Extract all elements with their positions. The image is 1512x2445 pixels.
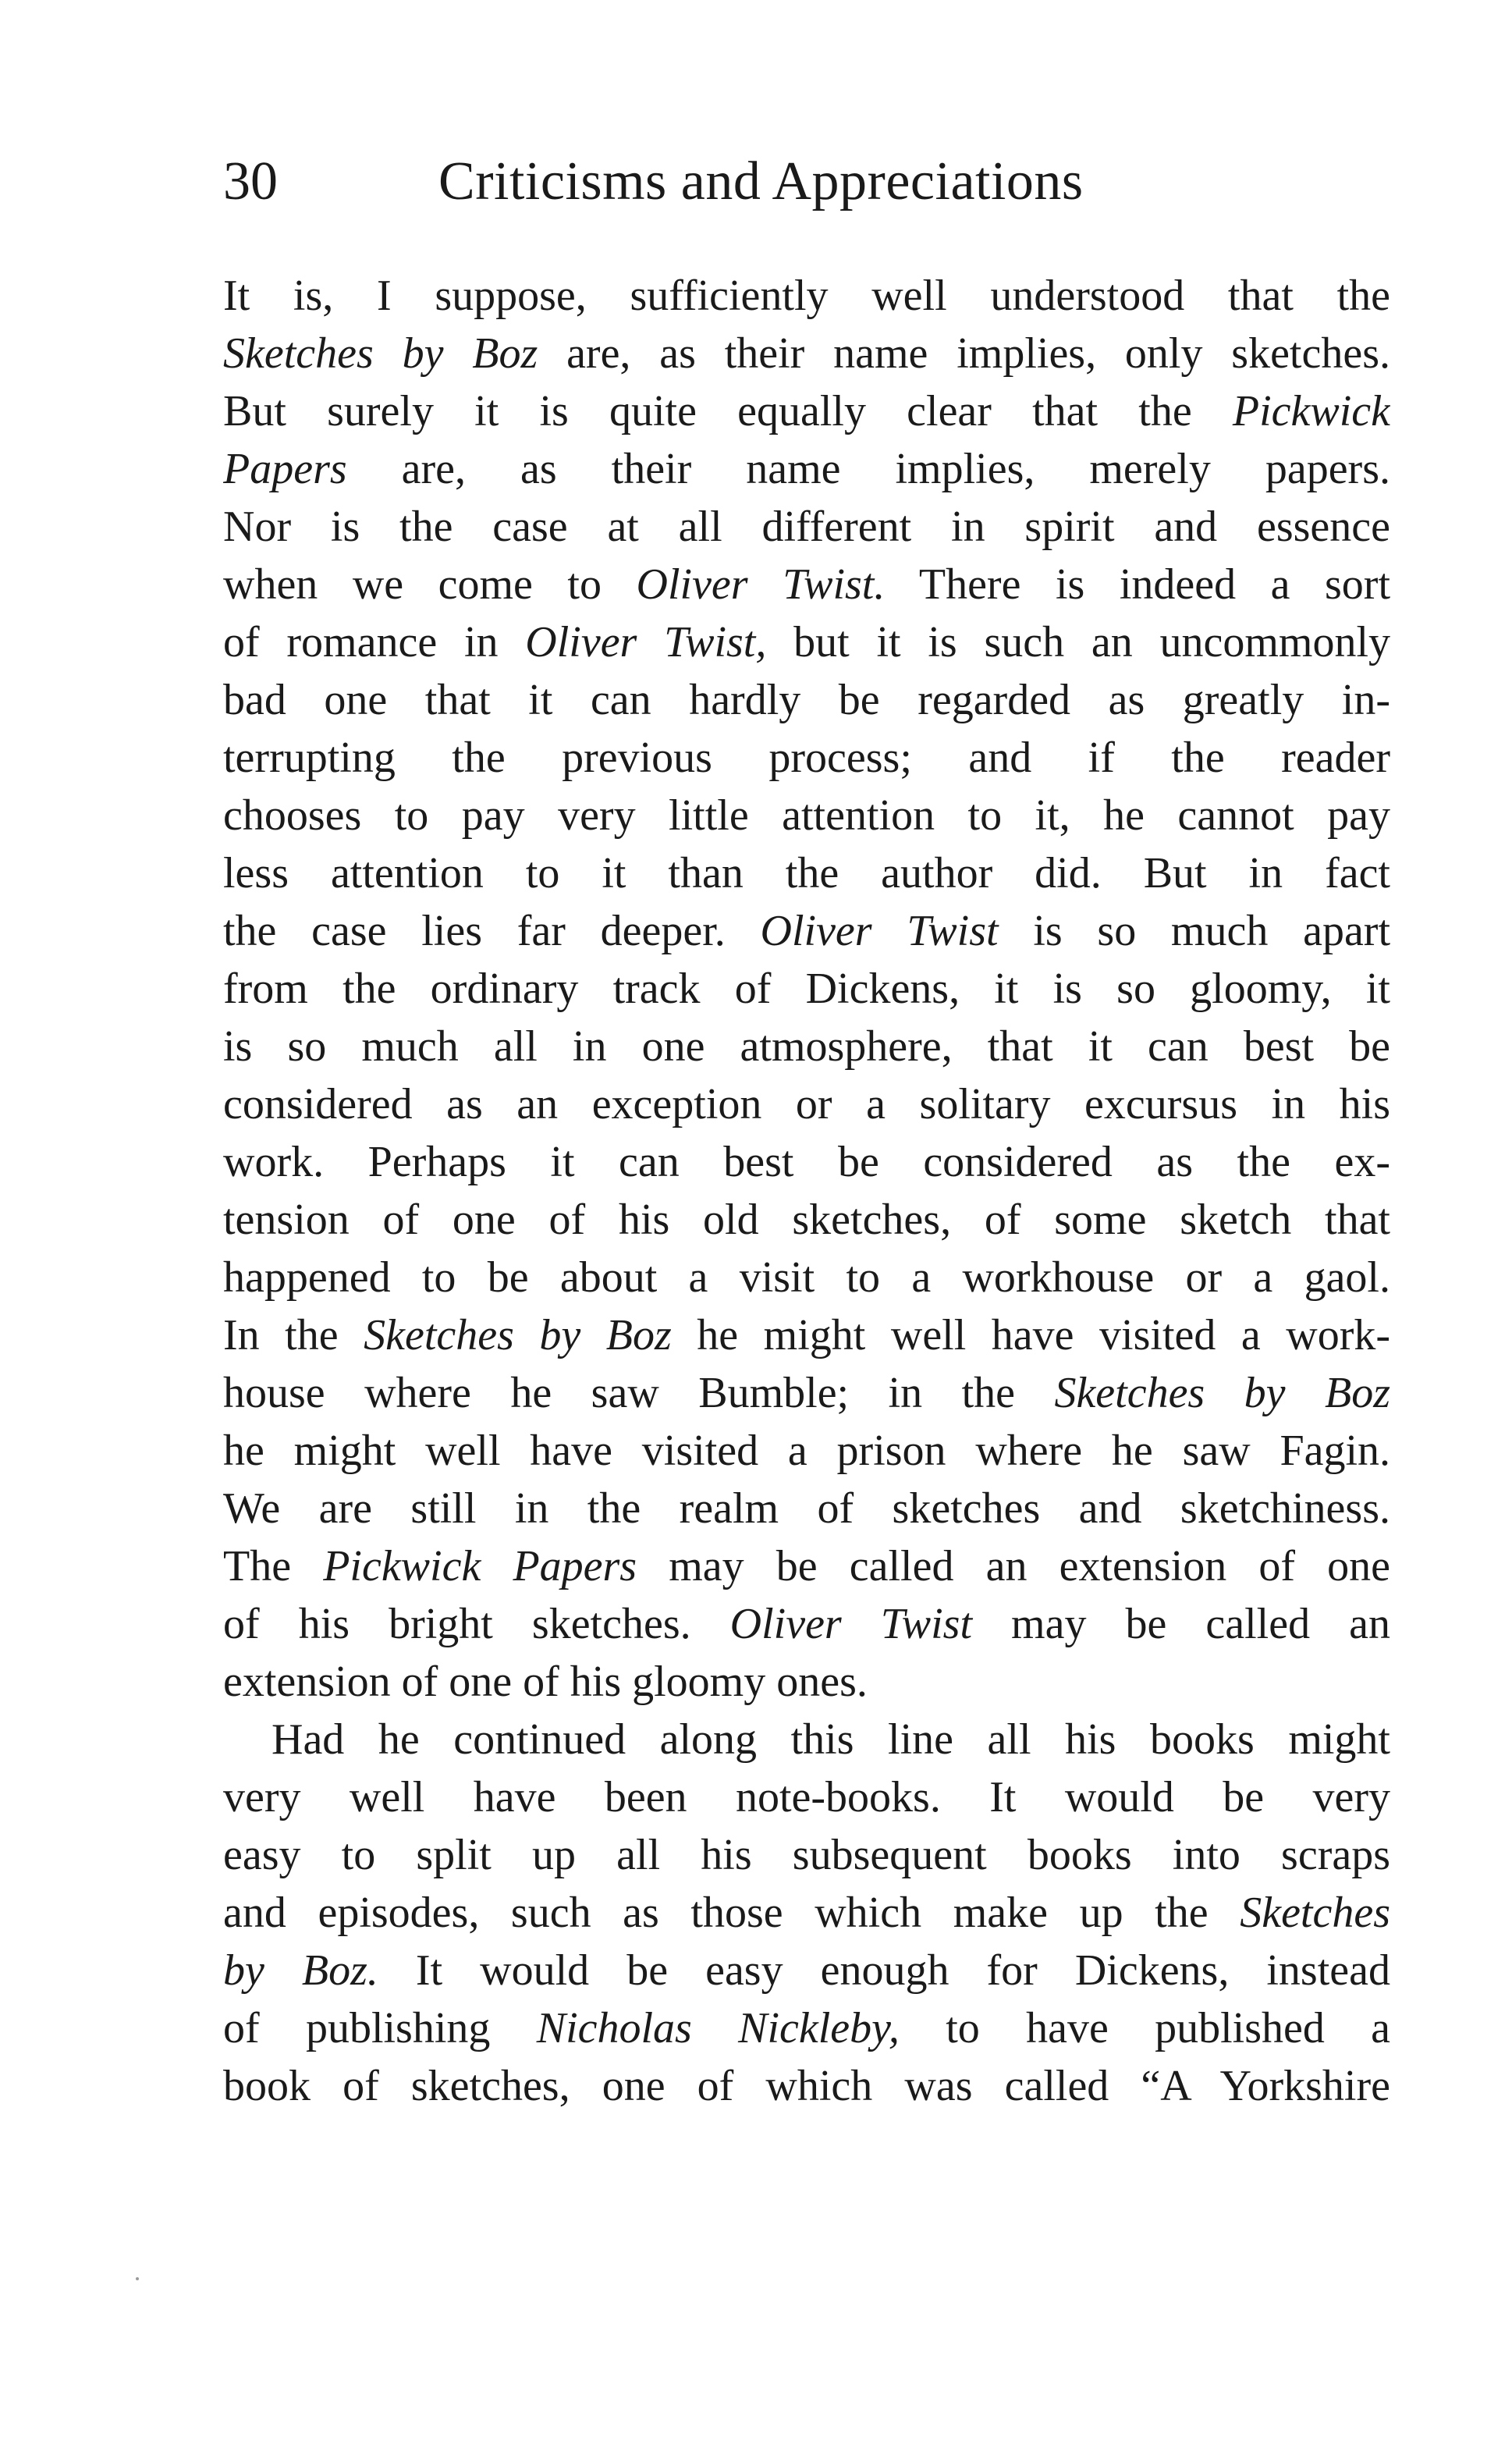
text-line <box>223 1826 1390 1884</box>
text-line <box>223 1306 1390 1364</box>
text-run: of his bright sketches. <box>223 1600 730 1648</box>
text-run: he might well have visited a work- <box>671 1311 1390 1359</box>
text-run: In the <box>223 1311 364 1359</box>
text-run: house where he saw Bumble; in the <box>223 1369 1055 1417</box>
italic-title: Nicholas Nickleby, <box>536 2004 900 2052</box>
italic-title: Oliver Twist <box>729 1600 973 1648</box>
text-run: are, as their name implies, merely papers. <box>346 445 1390 493</box>
text-line <box>223 960 1390 1018</box>
text-run: terrupting the previous process; and if the reader <box>223 734 1390 782</box>
text-run: when we come to <box>223 560 637 609</box>
text-run: extension of one of his gloomy ones. <box>223 1658 868 1706</box>
italic-title: by Boz. <box>223 1946 378 1995</box>
text-line <box>223 440 1390 498</box>
italic-title: Sketches by Boz <box>223 329 538 378</box>
text-run: the case lies far deeper. <box>223 907 761 955</box>
text-line <box>223 556 1390 613</box>
italic-title: Sketches <box>1240 1889 1390 1937</box>
text-line <box>223 2057 1390 2115</box>
text-run: We are still in the realm of sketches and sketchiness. <box>223 1484 1390 1533</box>
text-line <box>223 1249 1390 1306</box>
text-line <box>223 1422 1390 1480</box>
text-line <box>223 787 1390 844</box>
text-line <box>223 1364 1390 1422</box>
text-line <box>223 613 1390 671</box>
text-run: book of sketches, one of which was called “A Yorkshire <box>223 2062 1390 2110</box>
text-run: It would be easy enough for Dickens, instead <box>378 1946 1390 1995</box>
text-run: chooses to pay very little attention to it, he cannot pay <box>223 791 1390 840</box>
text-line <box>223 1711 1390 1768</box>
text-run: Had he continued along this line all his books might <box>272 1715 1390 1764</box>
paper-speck <box>136 2277 139 2280</box>
text-line <box>223 1537 1390 1595</box>
italic-title: Sketches by Boz <box>1054 1369 1390 1417</box>
text-run: is so much all in one atmosphere, that it can best be <box>223 1022 1390 1071</box>
text-line <box>223 1480 1390 1537</box>
text-run: may be called an extension of one <box>637 1542 1390 1590</box>
text-line <box>223 382 1390 440</box>
text-run: bad one that it can hardly be regarded as greatly in- <box>223 676 1390 724</box>
text-line <box>223 1191 1390 1249</box>
text-run: happened to be about a visit to a workhouse or a gaol. <box>223 1253 1390 1302</box>
body-text <box>223 267 1390 2115</box>
text-line <box>223 729 1390 787</box>
text-run: to have published a <box>899 2004 1390 2052</box>
text-line <box>223 1653 1390 1711</box>
page-number: 30 <box>223 151 278 211</box>
text-run: of publishing <box>223 2004 537 2052</box>
running-head <box>223 147 1393 217</box>
italic-title: Pickwick Papers <box>323 1542 637 1590</box>
italic-title: Pickwick <box>1232 387 1390 435</box>
text-run: but it is such an uncommonly <box>766 618 1390 666</box>
text-run: easy to split up all his subsequent books into scraps <box>223 1831 1390 1879</box>
text-line <box>223 1133 1390 1191</box>
text-run: may be called an <box>972 1600 1390 1648</box>
text-line <box>223 1075 1390 1133</box>
text-line <box>223 671 1390 729</box>
text-run: Nor is the case at all different in spirit and essence <box>223 503 1390 551</box>
text-run: considered as an exception or a solitary excursus in his <box>223 1080 1390 1128</box>
italic-title: Oliver Twist, <box>525 618 767 666</box>
running-title: Criticisms and Appreciations <box>438 151 1084 211</box>
text-run: is so much apart <box>998 907 1390 955</box>
text-run: The <box>223 1542 324 1590</box>
text-line <box>223 844 1390 902</box>
text-line <box>223 1018 1390 1075</box>
text-run: tension of one of his old sketches, of some sketch that <box>223 1196 1390 1244</box>
text-run: of romance in <box>223 618 526 666</box>
text-run: There is indeed a sort <box>885 560 1390 609</box>
italic-title: Oliver Twist. <box>636 560 886 609</box>
italic-title: Sketches by Boz <box>364 1311 672 1359</box>
text-run: It is, I suppose, sufficiently well understood that the <box>223 272 1390 320</box>
text-line <box>223 1884 1390 1942</box>
text-line <box>223 1942 1390 1999</box>
text-line <box>223 902 1390 960</box>
paragraph <box>223 1711 1390 2115</box>
text-run: But surely it is quite equally clear that the <box>223 387 1233 435</box>
text-line <box>223 1595 1390 1653</box>
text-run: work. Perhaps it can best be considered as the ex- <box>223 1138 1390 1186</box>
text-run: he might well have visited a prison where he saw Fagin. <box>223 1427 1390 1475</box>
text-line <box>223 267 1390 325</box>
italic-title: Papers <box>223 445 347 493</box>
paragraph <box>223 267 1390 1711</box>
text-line <box>223 325 1390 382</box>
text-run: less attention to it than the author did. But in fact <box>223 849 1390 897</box>
text-line <box>223 1999 1390 2057</box>
text-line <box>223 498 1390 556</box>
text-run: from the ordinary track of Dickens, it is so gloomy, it <box>223 965 1390 1013</box>
italic-title: Oliver Twist <box>760 907 999 955</box>
text-run: are, as their name implies, only sketches. <box>538 329 1390 378</box>
text-line <box>223 1768 1390 1826</box>
text-run: and episodes, such as those which make up the <box>223 1889 1240 1937</box>
text-run: very well have been note-books. It would be very <box>223 1773 1390 1821</box>
